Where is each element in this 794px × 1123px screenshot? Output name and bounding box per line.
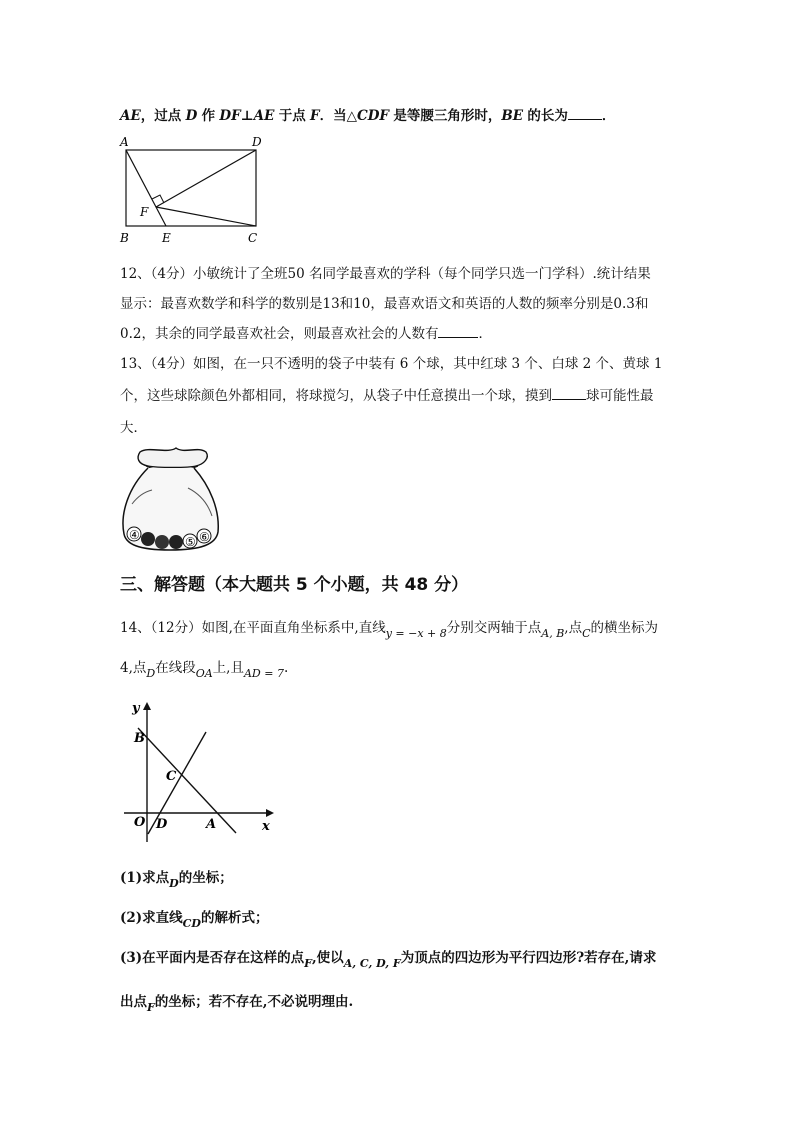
q12-line-2 bbox=[120, 292, 648, 312]
x-axis-arrow bbox=[266, 809, 274, 817]
y-axis-arrow bbox=[143, 702, 151, 710]
label-a: A bbox=[120, 135, 129, 149]
q14-line-1 bbox=[120, 616, 659, 640]
q14-text: (2)求直线 bbox=[120, 910, 183, 926]
q13-text: 个，这些球除颜色外都相同，将球搅匀，从袋子中任意摸出一个球，摸到 bbox=[120, 388, 552, 404]
q14-equation: y = −x + 8 bbox=[385, 627, 447, 640]
section-3-heading: 三、解答题（本大题共 5 个小题，共 48 分） bbox=[120, 575, 469, 595]
q14-text: . bbox=[283, 660, 289, 676]
ball-5-label: ⑤ bbox=[185, 535, 196, 549]
q14-text: 4,点 bbox=[120, 660, 147, 676]
segment-df bbox=[156, 150, 256, 207]
q14-segment-oa: OA bbox=[195, 667, 213, 680]
label-y: y bbox=[132, 701, 140, 716]
q11-text-line bbox=[120, 104, 615, 124]
label-e: E bbox=[162, 231, 171, 245]
bag-neck bbox=[138, 448, 207, 468]
q11-text: 的长为 bbox=[527, 108, 568, 124]
q13-text: 大． bbox=[120, 420, 147, 436]
q11-text: ．当△ bbox=[319, 108, 357, 124]
label-b: B bbox=[120, 231, 129, 245]
q12-text: 12、（4分）小敏统计了全班50 名同学最喜欢的学科（每个同学只选一门学科）.统计结果 bbox=[120, 266, 651, 282]
ball-black-1 bbox=[141, 532, 155, 546]
q11-rectangle-figure bbox=[112, 132, 272, 248]
q14-points-ab: A, B bbox=[541, 627, 565, 640]
q14-text: 在线段 bbox=[155, 660, 196, 676]
q13-answer-blank[interactable] bbox=[552, 387, 586, 400]
q14-text: 14、（12分）如图,在平面直角坐标系中,直线 bbox=[120, 620, 386, 636]
q12-line-3 bbox=[120, 322, 492, 342]
label-c: C bbox=[166, 769, 177, 784]
q14-text: ,使以 bbox=[311, 950, 344, 966]
q11-text: 于点 bbox=[278, 108, 306, 124]
ball-4-label: ④ bbox=[129, 528, 140, 542]
q14-text: 的坐标； bbox=[178, 870, 233, 886]
q13-text: 球可能性最 bbox=[586, 388, 654, 404]
q11-text: 是等腰三角形时， bbox=[393, 108, 502, 124]
q13-text: 13、（4分）如图，在一只不透明的袋子中装有 6 个球，其中红球 3 个、白球 2 个、黄球 1 bbox=[120, 356, 663, 372]
ball-black-2 bbox=[155, 535, 169, 549]
q14-text: (3)在平面内是否存在这样的点 bbox=[120, 950, 305, 966]
q11-answer-blank[interactable] bbox=[568, 107, 602, 120]
q14-text: (1)求点 bbox=[120, 870, 170, 886]
q14-part-2 bbox=[120, 906, 269, 930]
q11-seg-ae2: AE bbox=[253, 108, 275, 124]
q11-text: 作 bbox=[201, 108, 216, 124]
q14-part-1 bbox=[120, 866, 233, 890]
q14-point-c: C bbox=[582, 627, 591, 640]
q14-text: 的坐标；若不存在,不必说明理由. bbox=[154, 994, 354, 1010]
label-o: O bbox=[134, 815, 146, 830]
q14-text: 出点 bbox=[120, 994, 147, 1010]
q14-point-d: D bbox=[169, 877, 179, 890]
q12-answer-blank[interactable] bbox=[438, 325, 478, 338]
q11-triangle-cdf: CDF bbox=[356, 108, 390, 124]
q14-text: 的解析式； bbox=[200, 910, 269, 926]
q14-point-d: D bbox=[146, 667, 156, 680]
q14-equation-ad: AD = 7 bbox=[243, 667, 284, 680]
label-x: x bbox=[262, 819, 270, 834]
q12-text: 0.2，其余的同学最喜欢社会，则最喜欢社会的人数有 bbox=[120, 326, 439, 342]
q14-text: 的横坐标为 bbox=[590, 620, 659, 636]
q13-line-3 bbox=[120, 416, 147, 436]
q13-line-2 bbox=[120, 384, 654, 404]
label-d: D bbox=[156, 817, 168, 832]
label-c: C bbox=[248, 231, 258, 245]
q11-period: ． bbox=[601, 108, 616, 124]
q11-perp-symbol: ⊥ bbox=[240, 108, 254, 124]
q11-text: ，过点 bbox=[140, 108, 182, 124]
q14-part-3 bbox=[120, 946, 657, 970]
q14-line-cd: CD bbox=[182, 917, 201, 930]
q11-point-d: D bbox=[185, 108, 198, 124]
q14-text: 上,且 bbox=[212, 660, 244, 676]
label-f: F bbox=[140, 205, 149, 219]
q11-point-f: F bbox=[310, 108, 320, 124]
q11-seg-ae: AE bbox=[120, 108, 141, 124]
q11-seg-be: BE bbox=[501, 108, 524, 124]
q14-points-acdf: A, C, D, F bbox=[343, 957, 401, 970]
q14-text: ,点 bbox=[564, 620, 583, 636]
q14-coordinate-figure bbox=[118, 696, 280, 846]
label-b: B bbox=[134, 731, 145, 746]
bag-with-balls-figure bbox=[118, 444, 223, 554]
q12-line-1 bbox=[120, 262, 651, 282]
q13-line-1 bbox=[120, 352, 662, 372]
label-a: A bbox=[206, 817, 217, 832]
label-d: D bbox=[252, 135, 262, 149]
q14-point-f: F bbox=[304, 957, 312, 970]
q14-line-2 bbox=[120, 656, 289, 680]
q12-text: 显示：最喜欢数学和科学的数别是13和10，最喜欢语文和英语的人数的频率分别是0.3和 bbox=[120, 296, 649, 312]
segment-fc bbox=[156, 207, 256, 226]
q14-text: 为顶点的四边形为平行四边形?若存在,请求 bbox=[400, 950, 657, 966]
q14-text: 分别交两轴于点 bbox=[446, 620, 542, 636]
line-ab bbox=[138, 728, 236, 833]
q14-point-f: F bbox=[147, 1001, 155, 1014]
ball-6-label: ⑥ bbox=[199, 530, 210, 544]
q12-period: ． bbox=[478, 326, 492, 342]
q14-part-3-cont bbox=[120, 990, 354, 1014]
ball-black-3 bbox=[169, 535, 183, 549]
q11-seg-df: DF bbox=[219, 108, 241, 124]
